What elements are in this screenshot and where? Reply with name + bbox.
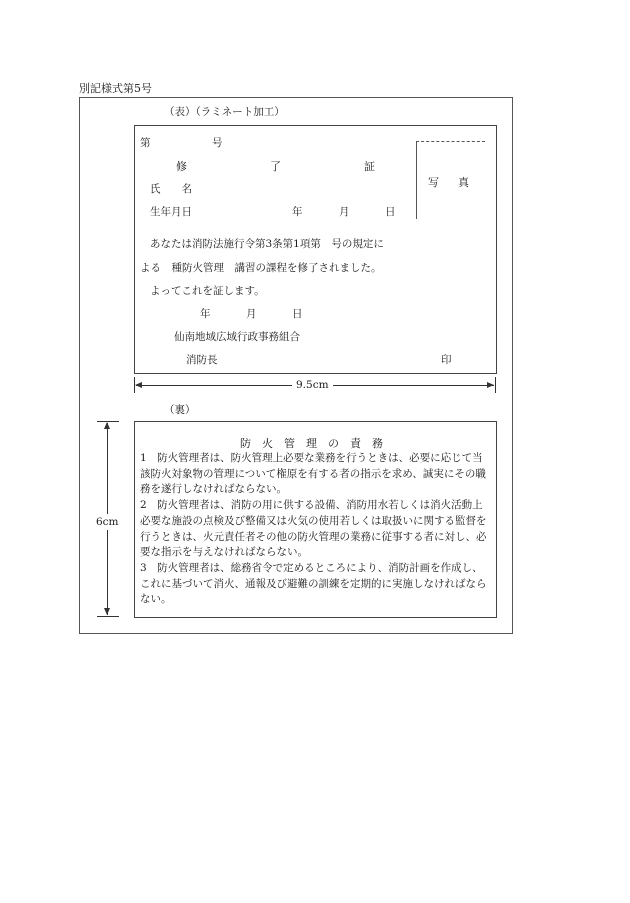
form-label: 別記様式第5号 [79,82,152,95]
back-heading: （裏） [164,404,196,416]
issuer-name: 仙南地域広域行政事務組合 [174,331,300,343]
certificate-body-line-3: よってこれを証します。 [150,285,265,297]
width-dimension-arrow-left [135,382,142,388]
issue-day: 日 [292,308,303,320]
birth-month: 月 [339,206,350,218]
certificate-title-char-3: 証 [364,160,375,173]
width-dimension-arrow-right [487,382,494,388]
certificate-title-char-2: 了 [270,160,281,173]
duties-list [140,451,492,608]
certificate-title-char-1: 修 [176,160,187,173]
birth-day: 日 [385,206,396,218]
height-dimension-arrow-top [104,422,110,429]
birth-date-label: 生年月日 [150,206,192,218]
issue-year: 年 [200,308,211,320]
height-dimension-label: 6cm [96,516,119,528]
height-dimension-tick-bottom [97,616,119,617]
certificate-body-line-1: あなたは消防法施行令第3条第1項第 号の規定に [150,238,384,250]
duties-title: 防 火 管 理 の 責 務 [240,437,383,450]
photo-label: 写 真 [428,176,473,189]
duty-item-1: 1 防火管理者は、防火管理上必要な業務を行うときは、必要に応じて当該防火対象物の管理について権原を有する者の指示を求め、誠実にその職務を遂行しなければならない。 [140,452,486,496]
certificate-number-suffix: 号 [212,137,223,149]
birth-year: 年 [292,206,303,218]
front-heading: （表）（ラミネート加工） [164,106,285,118]
width-dimension-tick-right [495,377,496,393]
fire-chief-label: 消防長 [186,354,218,366]
name-label: 氏 名 [150,183,192,195]
certificate-body-line-2: よる 種防火管理 講習の課程を修了されました。 [140,262,382,274]
height-dimension-arrow-bottom [104,608,110,615]
duty-item-2: 2 防火管理者は、消防の用に供する設備、消防用水若しくは消火活動上必要な施設の点検及び整備又は火気の使用若しくは取扱いに関する監督を行うときは、火元責任者その他の防火管理の業務に従事する者に対し、必要な指示を与えなければならない。 [140,499,487,559]
certificate-number-prefix: 第 [140,137,151,149]
issue-month: 月 [246,308,257,320]
seal-mark: 印 [441,354,452,366]
width-dimension-label: 9.5cm [292,379,333,391]
duty-item-3: 3 防火管理者は、総務省令で定めるところにより、消防計画を作成し、これに基づいて消火、通報及び避難の訓練を定期的に実施しなければならない。 [140,561,487,606]
